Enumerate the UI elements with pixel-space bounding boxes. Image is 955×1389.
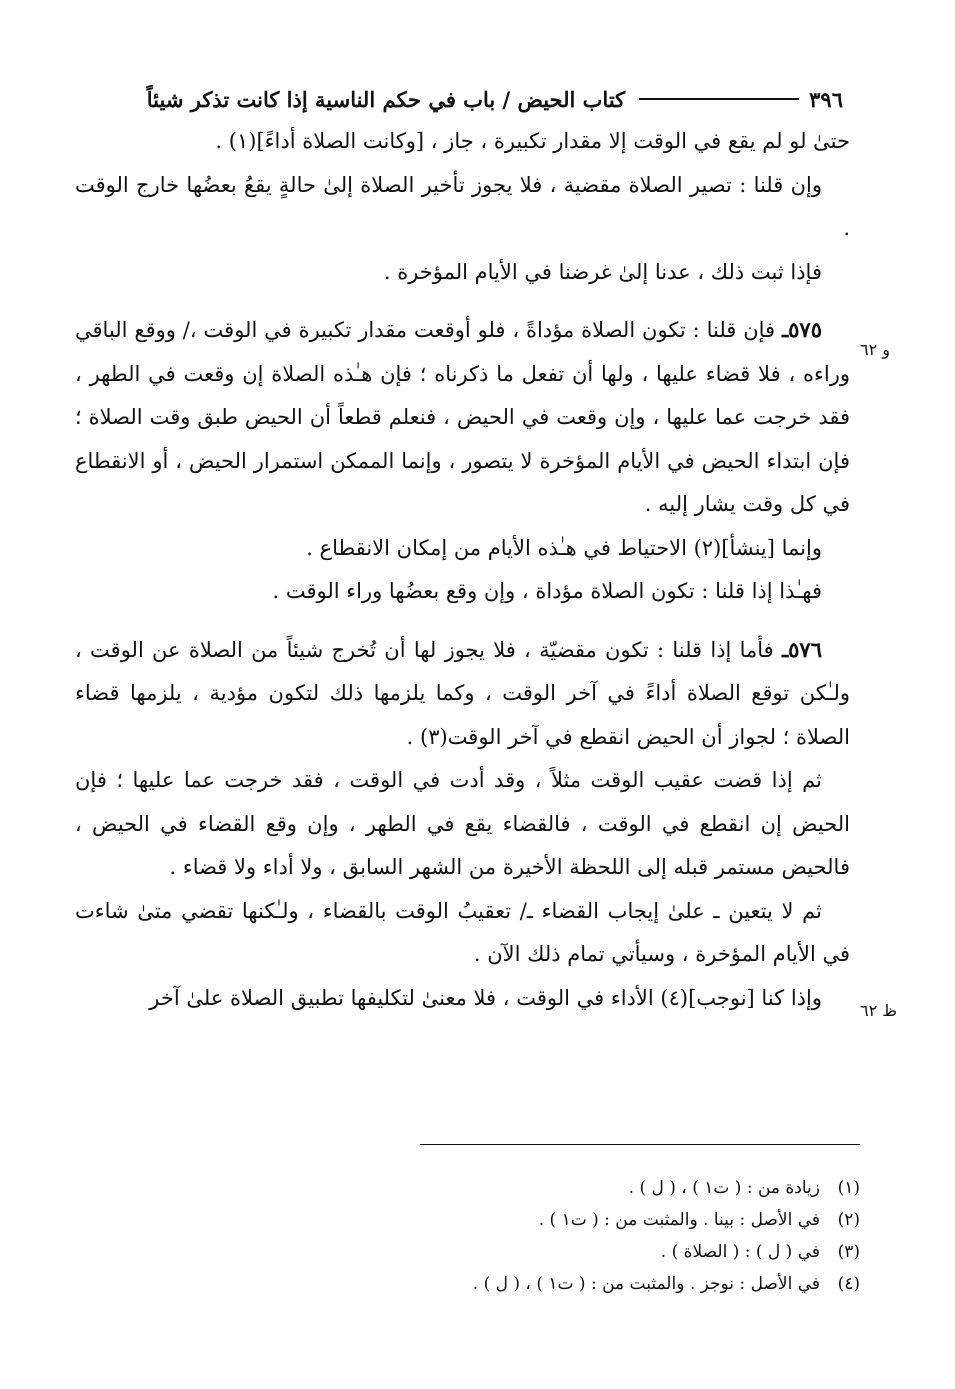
paragraph-text: فأما إذا قلنا : تكون مقضيّة ، فلا يجوز لها أن تُخرج شيئاً من الصلاة عن الوقت ، ولـٰكن توقع الصلاة أداءً في آخر الوقت ، وكما يلزمها ذلك لتكون مؤدية ، يلزمها قضاء الصلاة ؛ لجواز أن الحيض انقطع في آخر الوقت(٣) . <box>75 637 850 749</box>
page-number: ٣٩٦ <box>809 86 843 112</box>
body-text <box>75 120 850 1020</box>
paragraph: فهـٰذا إذا قلنا : تكون الصلاة مؤداة ، وإن وقع بعضُها وراء الوقت . <box>272 579 822 603</box>
footnotes <box>160 1172 860 1300</box>
paragraph-576 <box>75 628 850 760</box>
margin-note-folio: ظ ٦٢ <box>860 1001 898 1020</box>
paragraph: فإذا ثبت ذلك ، عدنا إلىٰ غرضنا في الأيام المؤخرة . <box>383 259 822 284</box>
footnote-number: (٢) <box>837 1210 860 1230</box>
footnote <box>160 1172 860 1204</box>
paragraph-575 <box>75 308 850 527</box>
footnote <box>160 1236 860 1268</box>
paragraph-text: فإن قلنا : تكون الصلاة مؤداةً ، فلو أوقعت مقدار تكبيرة في الوقت ،/ ووقع الباقي وراءه ، فلا قضاء عليها ، ولها أن تفعل ما ذكرناه ؛ فإن هـٰذه الصلاة إن وقعت في الطهر ، فقد خرجت عما عليها ، وإن وقعت في الحيض ، فنعلم قطعاً أن الحيض طبق وقت الصلاة ؛ فإن ابتداء الحيض في الأيام المؤخرة لا يتصور ، وإنما الممكن استمرار الحيض ، أو الانقطاع في كل وقت يشار إليه . <box>75 318 850 516</box>
footnote-number: (٣) <box>837 1242 860 1262</box>
footnote-text: في ( ل ) : ( الصلاة ) . <box>660 1242 820 1262</box>
paragraph: ثم لا يتعين ـ علىٰ إيجاب القضاء ـ/ تعقيبُ الوقت بالقضاء ، ولـٰكنها تقضي متىٰ شاءت في الأيام المؤخرة ، وسيأتي تمام ذلك الآن . <box>75 898 850 966</box>
section-number: ٥٧٦ـ <box>782 636 822 662</box>
paragraph: حتىٰ لو لم يقع في الوقت إلا مقدار تكبيرة ، جاز ، [وكانت الصلاة أداءً](١) . <box>215 129 850 153</box>
paragraph: وإنما [ينشأ](٢) الاحتياط في هـٰذه الأيام من إمكان الانقطاع . <box>306 535 822 560</box>
running-header <box>83 82 843 116</box>
running-title: كتاب الحيض / باب في حكم الناسية إذا كانت تذكر شيئاً <box>146 86 626 112</box>
paragraph: وإن قلنا : تصير الصلاة مقضية ، فلا يجوز تأخير الصلاة إلىٰ حالةٍ يقعُ بعضُها خارج الوقت . <box>75 172 850 240</box>
section-number: ٥٧٥ـ <box>781 317 822 342</box>
footnote-divider <box>420 1144 860 1145</box>
footnote-number: (١) <box>837 1178 860 1198</box>
margin-note-folio: و ٦٢ <box>860 340 890 359</box>
footnote <box>160 1268 860 1300</box>
footnote-text: في الأصل : بينا . والمثبت من : ( ت١ ) . <box>538 1210 820 1230</box>
header-rule <box>639 98 799 100</box>
footnote-text: في الأصل : نوجز . والمثبت من : ( ت١ ) ، ( ل ) . <box>472 1274 820 1294</box>
paragraph: وإذا كنا [نوجب](٤) الأداء في الوقت ، فلا معنىٰ لتكليفها تطبيق الصلاة علىٰ آخر <box>149 985 822 1010</box>
paragraph: ثم إذا قضت عقيب الوقت مثلاً ، وقد أدت في الوقت ، فقد خرجت عما عليها ؛ فإن الحيض إن انقطع في الوقت ، فالقضاء يقع في الطهر ، وإن وقع القضاء في الحيض ، فالحيض مستمر قبله إلى اللحظة الأخيرة من الشهر السابق ، ولا أداء ولا قضاء . <box>75 768 850 879</box>
footnote <box>160 1204 860 1236</box>
footnote-text: زيادة من : ( ت١ ) ، ( ل ) . <box>628 1178 820 1198</box>
footnote-number: (٤) <box>837 1274 860 1294</box>
